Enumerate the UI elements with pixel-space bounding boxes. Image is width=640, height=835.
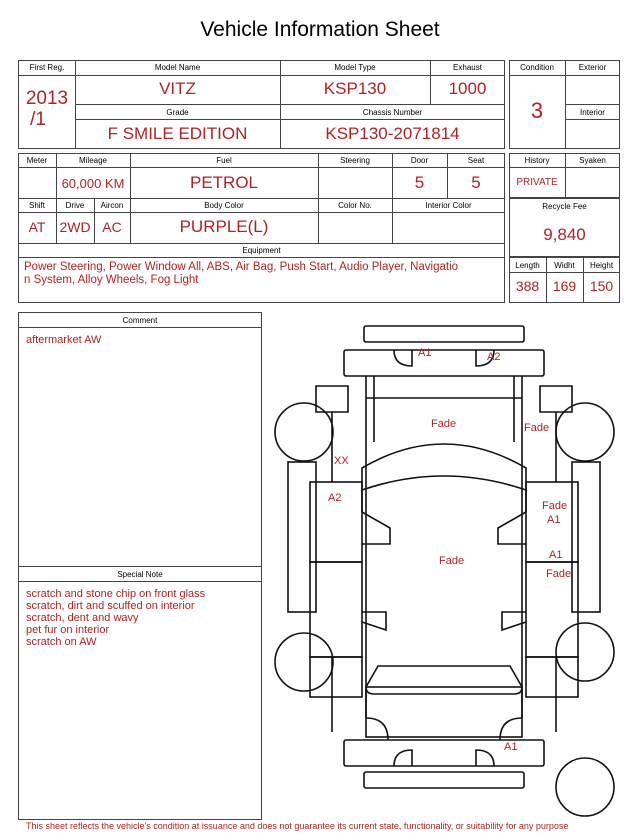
drive-value: 2WD <box>59 219 91 235</box>
damage-mark-front-bumper-a1: A1 <box>418 347 432 359</box>
front-bumper-outline <box>344 350 544 376</box>
left-front-wheel <box>275 403 333 461</box>
fuel-label: Fuel <box>216 156 232 165</box>
model-type-label: Model Type <box>334 63 376 72</box>
width-value: 169 <box>552 278 577 294</box>
history-value: PRIVATE <box>516 177 558 188</box>
model-name-value: VITZ <box>159 79 196 98</box>
aircon-value: AC <box>102 219 122 235</box>
rear-bumper-bottom-outline <box>364 772 524 788</box>
disclaimer-footer: This sheet reflects the vehicle's condition at issuance and does not guarantee its current state, functionality, or suitability for any purpose <box>26 821 569 831</box>
trunk-left-notch <box>366 687 388 740</box>
special-note-line: scratch on AW <box>26 636 97 648</box>
left-rear-wheel <box>275 633 333 691</box>
damage-mark-right-front-door-fade: Fade <box>542 500 568 512</box>
grade-label: Grade <box>166 108 189 117</box>
equipment-line-1: Power Steering, Power Window All, ABS, Air Bag, Push Start, Audio Player, Navigatio <box>24 261 459 273</box>
front-bumper-top-outline <box>364 326 524 342</box>
damage-mark-left-front-xx: XX <box>334 455 349 467</box>
comment-label: Comment <box>122 316 158 325</box>
grade-value: F SMILE EDITION <box>107 124 248 143</box>
exterior-label: Exterior <box>578 63 607 72</box>
seat-label: Seat <box>467 156 485 165</box>
damage-mark-front-bumper-a2: A2 <box>487 351 501 363</box>
left-rear-door <box>310 562 362 657</box>
syaken-label: Syaken <box>579 156 606 165</box>
spare-wheel <box>556 758 614 816</box>
rear-window-outline <box>366 666 522 687</box>
comment-text: aftermarket AW <box>26 334 102 346</box>
height-value: 150 <box>589 278 614 294</box>
chassis-number-value: KSP130-2071814 <box>325 124 460 143</box>
shift-label: Shift <box>28 201 45 210</box>
damage-mark-left-front-door-a2: A2 <box>328 492 342 504</box>
aircon-label: Aircon <box>100 201 124 210</box>
left-rear-fender <box>310 657 362 697</box>
height-label: Height <box>589 261 614 270</box>
first-reg-label: First Reg. <box>29 63 65 72</box>
color-no-label: Color No. <box>338 201 372 210</box>
drive-label: Drive <box>65 201 85 210</box>
condition-label: Condition <box>520 63 554 72</box>
condition-value: 3 <box>530 98 544 123</box>
door-value: 5 <box>414 173 425 192</box>
history-label: History <box>524 156 550 165</box>
exhaust-value: 1000 <box>448 79 487 98</box>
fuel-value: PETROL <box>189 173 259 192</box>
mileage-label: Mileage <box>78 156 107 165</box>
rear-bumper-left-notch <box>394 750 412 766</box>
shift-value: AT <box>28 219 46 235</box>
equipment-label: Equipment <box>242 246 281 255</box>
damage-mark-roof-fade: Fade <box>439 555 465 567</box>
windshield-outline <box>362 444 526 490</box>
damage-mark-right-fender-fade: Fade <box>524 422 550 434</box>
first-reg-month: /1 <box>30 109 46 130</box>
special-note-line: pet fur on interior <box>26 624 110 636</box>
chassis-number-label: Chassis Number <box>362 108 423 117</box>
seat-value: 5 <box>471 173 481 192</box>
model-name-label: Model Name <box>154 63 201 72</box>
body-color-label: Body Color <box>204 201 244 210</box>
damage-mark-right-rear-door-a1: A1 <box>549 549 563 561</box>
right-front-wheel <box>556 403 614 461</box>
interior-color-label: Interior Color <box>425 201 472 210</box>
exhaust-label: Exhaust <box>453 63 482 72</box>
left-front-fender <box>288 462 316 612</box>
interior-label: Interior <box>580 108 605 117</box>
rear-bumper-right-notch <box>476 750 494 766</box>
special-note-line: scratch and stone chip on front glass <box>26 588 206 600</box>
right-rear-wheel <box>556 623 614 681</box>
damage-mark-rear-bumper-a1: A1 <box>504 741 518 753</box>
meter-label: Meter <box>26 156 48 165</box>
body-color-value: PURPLE(L) <box>179 217 269 236</box>
damage-mark-right-rear-door-fade: Fade <box>546 568 572 580</box>
length-label: Length <box>515 261 540 270</box>
length-value: 388 <box>515 278 540 294</box>
front-bumper-left-notch <box>394 350 412 366</box>
model-type-value: KSP130 <box>323 79 387 98</box>
mileage-value: 60,000 KM <box>61 176 125 191</box>
special-note-label: Special Note <box>117 570 163 579</box>
sheet-title: Vehicle Information Sheet <box>200 18 440 41</box>
width-label: Widht <box>554 261 575 270</box>
right-front-fender <box>572 462 600 612</box>
first-reg-year: 2013 <box>25 88 69 109</box>
trunk-right-notch <box>500 687 522 740</box>
special-note-line: scratch, dirt and scuffed on interior <box>26 600 195 612</box>
equipment-line-2: n System, Alloy Wheels, Fog Light <box>24 274 199 286</box>
front-pillars <box>362 490 526 512</box>
damage-mark-hood-fade: Fade <box>431 418 457 430</box>
door-label: Door <box>410 156 429 165</box>
recycle-fee-label: Recycle Fee <box>542 202 587 211</box>
recycle-fee-value: 9,840 <box>543 225 586 244</box>
right-frame <box>540 386 572 412</box>
special-note-line: scratch, dent and wavy <box>26 612 139 624</box>
damage-mark-right-front-door-a1: A1 <box>547 514 561 526</box>
steering-label: Steering <box>340 156 370 165</box>
